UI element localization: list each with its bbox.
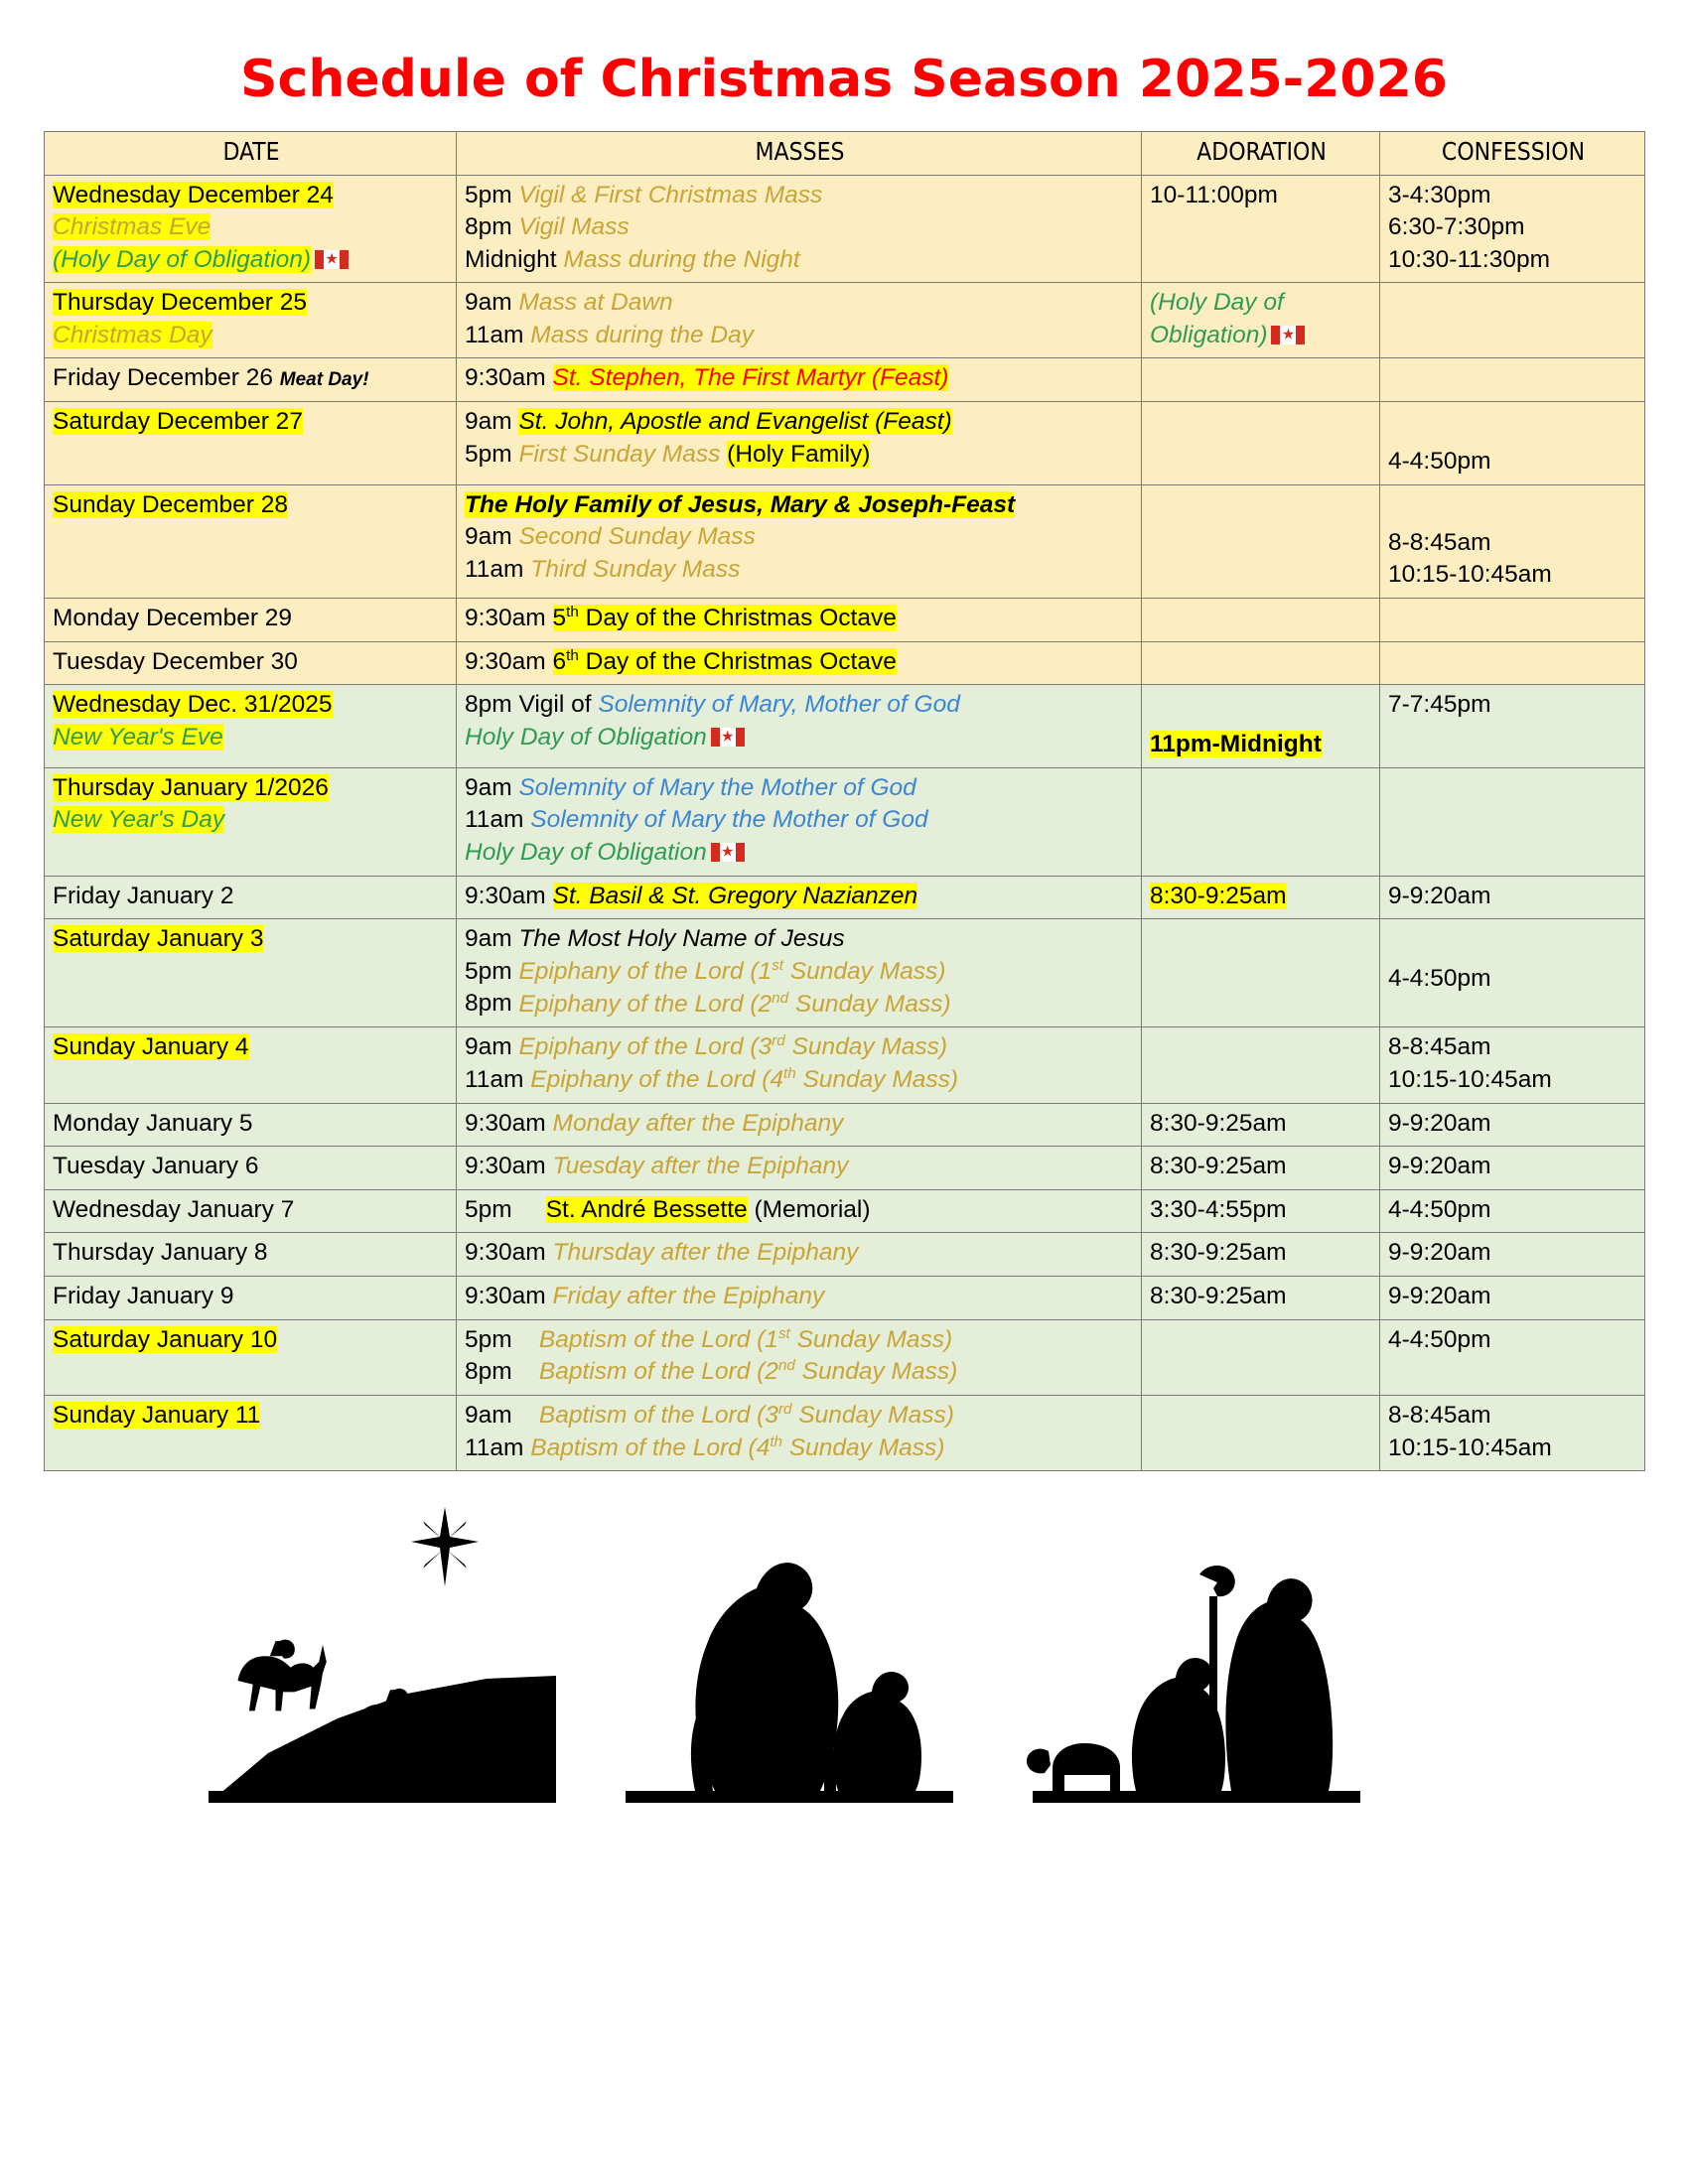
date-cell [45, 919, 457, 1027]
mass-title: The Most Holy Name of Jesus [518, 925, 845, 953]
confession-line: 10:15-10:45am [1388, 1433, 1552, 1461]
masses-cell: 5pm St. André Bessette (Memorial) [457, 1189, 1142, 1233]
confession-cell [1380, 484, 1645, 598]
adoration-line: 3:30-4:55pm [1150, 1195, 1287, 1223]
confession-line: 10:15-10:45am [1388, 1065, 1552, 1093]
date-cell [45, 1396, 457, 1471]
adoration-cell [1142, 767, 1380, 876]
mass-title: Second Sunday Mass [518, 523, 756, 551]
mass-title: The Holy Family of Jesus, Mary & Joseph-Feast [465, 490, 1016, 518]
mass-title: Baptism of the Lord (1st Sunday Mass) [538, 1324, 953, 1353]
masses-cell: 9:30am 6th Day of the Christmas Octave [457, 641, 1142, 685]
confession-cell [1380, 175, 1645, 283]
confession-line: 6:30-7:30pm [1388, 213, 1525, 241]
date-line: Sunday December 28 [53, 490, 288, 518]
adoration-cell [1142, 402, 1380, 485]
date-cell [45, 685, 457, 768]
confession-line: 9-9:20am [1388, 1282, 1491, 1309]
date-cell [45, 1027, 457, 1103]
table-row [45, 283, 1645, 358]
date-cell [45, 1103, 457, 1147]
confession-cell [1380, 402, 1645, 485]
table-row [45, 1319, 1645, 1395]
adoration-line: 8:30-9:25am [1150, 1239, 1287, 1267]
table-row [45, 641, 1645, 685]
date-line: Friday December 26 [53, 364, 273, 392]
date-line: Sunday January 4 [53, 1033, 249, 1061]
confession-line: 8-8:45am [1388, 1402, 1491, 1430]
adoration-cell [1142, 1319, 1380, 1395]
masses-cell: 9:30am Tuesday after the Epiphany [457, 1147, 1142, 1190]
confession-cell [1380, 1027, 1645, 1103]
date-line: Christmas Eve [53, 213, 211, 241]
confession-cell [1380, 685, 1645, 768]
adoration-cell [1142, 1147, 1380, 1190]
adoration-cell [1142, 641, 1380, 685]
confession-line: 9-9:20am [1388, 1153, 1491, 1180]
confession-cell [1380, 641, 1645, 685]
date-cell [45, 283, 457, 358]
date-line: Thursday January 1/2026 [53, 773, 329, 801]
table-body [45, 175, 1645, 1471]
confession-cell [1380, 1319, 1645, 1395]
mass-title: Tuesday after the Epiphany [552, 1153, 849, 1180]
adoration-cell [1142, 1233, 1380, 1277]
adoration-cell [1142, 175, 1380, 283]
adoration-cell [1142, 876, 1380, 919]
date-line: Monday December 29 [53, 604, 293, 631]
adoration-cell [1142, 1189, 1380, 1233]
date-line: Wednesday Dec. 31/2025 [53, 691, 333, 719]
date-cell [45, 641, 457, 685]
confession-line: 4-4:50pm [1388, 448, 1491, 476]
date-cell [45, 358, 457, 402]
date-line: Monday January 5 [53, 1109, 253, 1137]
table-row [45, 1276, 1645, 1319]
masses-cell: 9am St. John, Apostle and Evangelist (Feast) 5pm First Sunday Mass (Holy Family) [457, 402, 1142, 485]
mass-title: Epiphany of the Lord (4th Sunday Mass) [530, 1064, 959, 1094]
mass-title: Baptism of the Lord (4th Sunday Mass) [530, 1433, 945, 1461]
mass-title: Friday after the Epiphany [552, 1282, 825, 1309]
date-line: Saturday December 27 [53, 408, 303, 436]
adoration-cell [1142, 1276, 1380, 1319]
date-cell [45, 598, 457, 641]
confession-cell [1380, 358, 1645, 402]
date-line: Thursday January 8 [53, 1239, 268, 1267]
mass-note: (Memorial) [754, 1195, 871, 1223]
mass-note: Holy Day of Obligation [465, 723, 707, 751]
adoration-line: 8:30-9:25am [1150, 1153, 1287, 1180]
mass-title: Monday after the Epiphany [552, 1109, 844, 1137]
page-title: Schedule of Christmas Season 2025-2026 [240, 50, 1448, 109]
date-line: Wednesday December 24 [53, 181, 334, 208]
adoration-line: 8:30-9:25am [1150, 882, 1287, 909]
date-line: Saturday January 3 [53, 925, 264, 953]
masses-cell: 5pm Vigil & First Christmas Mass 8pm Vigil Mass Midnight Mass during the Night [457, 175, 1142, 283]
mass-title: St. Stephen, The First Martyr (Feast) [552, 364, 949, 392]
table-row [45, 876, 1645, 919]
table-row [45, 598, 1645, 641]
adoration-line: (Holy Day of [1150, 289, 1284, 317]
date-cell [45, 1319, 457, 1395]
masses-cell: 9:30am St. Stephen, The First Martyr (Feast) [457, 358, 1142, 402]
mass-title: Epiphany of the Lord (1st Sunday Mass) [518, 956, 946, 985]
confession-line: 3-4:30pm [1388, 181, 1491, 208]
adoration-line: 8:30-9:25am [1150, 1109, 1287, 1137]
masses-cell: 9am Baptism of the Lord (3rd Sunday Mass) 11am Baptism of the Lord (4th Sunday Mass) [457, 1396, 1142, 1471]
adoration-cell [1142, 1396, 1380, 1471]
adoration-line: 8:30-9:25am [1150, 1282, 1287, 1309]
confession-cell [1380, 919, 1645, 1027]
confession-cell [1380, 1233, 1645, 1277]
date-cell [45, 1189, 457, 1233]
confession-line: 4-4:50pm [1388, 1325, 1491, 1353]
date-cell [45, 1233, 457, 1277]
confession-line: 9-9:20am [1388, 1109, 1491, 1137]
table-row [45, 919, 1645, 1027]
date-line: Friday January 2 [53, 882, 234, 909]
confession-line: 8-8:45am [1388, 1033, 1491, 1061]
date-cell [45, 484, 457, 598]
masses-cell: 9:30am Thursday after the Epiphany [457, 1233, 1142, 1277]
canada-flag-icon: ★ [711, 843, 745, 862]
canada-flag-icon: ★ [315, 250, 349, 269]
mass-title: Thursday after the Epiphany [552, 1239, 859, 1267]
table-row [45, 1189, 1645, 1233]
nativity-silhouette-image [199, 1505, 1489, 1803]
canada-flag-icon: ★ [1271, 326, 1305, 344]
mass-title: Third Sunday Mass [530, 555, 741, 583]
masses-cell: 9:30am Friday after the Epiphany [457, 1276, 1142, 1319]
adoration-line: 10-11:00pm [1150, 181, 1278, 208]
confession-cell [1380, 876, 1645, 919]
mass-note: Holy Day of Obligation [465, 838, 707, 866]
masses-cell: 9am The Most Holy Name of Jesus 5pm Epiphany of the Lord (1st Sunday Mass) 8pm Epiphany of the Lord (2nd Sunday Mass) [457, 919, 1142, 1027]
date-cell [45, 767, 457, 876]
column-header-confession: CONFESSION [1380, 132, 1645, 176]
date-cell [45, 876, 457, 919]
mass-title: 6th Day of the Christmas Octave [552, 646, 897, 675]
table-row [45, 484, 1645, 598]
date-note: Meat Day! [279, 369, 369, 391]
confession-cell [1380, 598, 1645, 641]
mass-title: Epiphany of the Lord (2nd Sunday Mass) [518, 989, 951, 1018]
adoration-cell [1142, 484, 1380, 598]
mass-title: Solemnity of Mary the Mother of God [530, 806, 928, 834]
confession-line: 7-7:45pm [1388, 691, 1491, 719]
date-cell [45, 1147, 457, 1190]
column-header-masses: MASSES [457, 132, 1142, 176]
adoration-cell [1142, 1027, 1380, 1103]
confession-cell [1380, 1396, 1645, 1471]
masses-cell: The Holy Family of Jesus, Mary & Joseph-Feast 9am Second Sunday Mass 11am Third Sunday Mass [457, 484, 1142, 598]
mass-title: Solemnity of Mary, Mother of God [598, 691, 960, 719]
adoration-cell [1142, 1103, 1380, 1147]
confession-line: 8-8:45am [1388, 528, 1491, 556]
mass-title: Mass at Dawn [518, 289, 673, 317]
adoration-cell [1142, 283, 1380, 358]
confession-cell [1380, 767, 1645, 876]
adoration-line: 11pm-Midnight [1150, 731, 1322, 758]
date-line: New Year's Eve [53, 723, 223, 751]
table-row [45, 1103, 1645, 1147]
adoration-cell [1142, 598, 1380, 641]
confession-cell [1380, 1189, 1645, 1233]
date-line: (Holy Day of Obligation) [53, 245, 312, 273]
date-line: Sunday January 11 [53, 1402, 261, 1430]
date-line: Christmas Day [53, 321, 212, 348]
mass-title: Vigil Mass [518, 213, 630, 241]
table-row [45, 1147, 1645, 1190]
masses-cell: 9am Mass at Dawn 11am Mass during the Day [457, 283, 1142, 358]
mass-title: Mass during the Day [530, 321, 754, 348]
date-line: New Year's Day [53, 806, 225, 834]
mass-title: 5th Day of the Christmas Octave [552, 603, 897, 631]
confession-line: 9-9:20am [1388, 882, 1491, 909]
confession-cell [1380, 1147, 1645, 1190]
date-line: Tuesday January 6 [53, 1153, 259, 1180]
confession-cell [1380, 283, 1645, 358]
mass-title: St. Basil & St. Gregory Nazianzen [552, 882, 918, 909]
table-row [45, 1233, 1645, 1277]
masses-cell: 8pm Vigil of Solemnity of Mary, Mother of God Holy Day of Obligation ★ [457, 685, 1142, 768]
date-cell [45, 175, 457, 283]
masses-cell: 9am Solemnity of Mary the Mother of God 11am Solemnity of Mary the Mother of God Holy Day of Obligation ★ [457, 767, 1142, 876]
column-header-adoration: ADORATION [1142, 132, 1380, 176]
confession-line: 10:30-11:30pm [1388, 245, 1550, 273]
canada-flag-icon: ★ [711, 728, 745, 747]
adoration-cell [1142, 685, 1380, 768]
mass-title: Baptism of the Lord (3rd Sunday Mass) [538, 1401, 954, 1430]
column-header-date: DATE [45, 132, 457, 176]
table-row [45, 767, 1645, 876]
mass-title: Solemnity of Mary the Mother of God [518, 773, 916, 801]
mass-title: Mass during the Night [563, 245, 800, 273]
adoration-line: Obligation) [1150, 321, 1268, 348]
mass-title: St. John, Apostle and Evangelist (Feast) [518, 408, 952, 436]
date-line: Tuesday December 30 [53, 647, 298, 675]
masses-cell: 9:30am 5th Day of the Christmas Octave [457, 598, 1142, 641]
confession-line: 10:15-10:45am [1388, 561, 1552, 589]
masses-cell: 5pm Baptism of the Lord (1st Sunday Mass) 8pm Baptism of the Lord (2nd Sunday Mass) [457, 1319, 1142, 1395]
confession-line: 4-4:50pm [1388, 1195, 1491, 1223]
confession-line: 4-4:50pm [1388, 965, 1491, 993]
date-line: Thursday December 25 [53, 289, 308, 317]
schedule-table [44, 131, 1645, 1471]
table-row [45, 685, 1645, 768]
date-line: Saturday January 10 [53, 1325, 278, 1353]
mass-title: Epiphany of the Lord (3rd Sunday Mass) [518, 1032, 948, 1061]
confession-cell [1380, 1276, 1645, 1319]
table-row [45, 175, 1645, 283]
mass-title: Vigil & First Christmas Mass [518, 181, 823, 208]
mass-note: (Holy Family) [727, 440, 871, 468]
table-header [45, 132, 1645, 176]
table-row [45, 1027, 1645, 1103]
mass-title: St. André Bessette [545, 1195, 748, 1223]
table-row [45, 358, 1645, 402]
mass-title: Baptism of the Lord (2nd Sunday Mass) [538, 1357, 958, 1386]
confession-line: 9-9:20am [1388, 1239, 1491, 1267]
mass-title: First Sunday Mass [518, 440, 721, 468]
adoration-cell [1142, 919, 1380, 1027]
table-row [45, 1396, 1645, 1471]
table-row [45, 402, 1645, 485]
date-line: Friday January 9 [53, 1282, 234, 1309]
masses-cell: 9:30am Monday after the Epiphany [457, 1103, 1142, 1147]
date-cell [45, 402, 457, 485]
adoration-cell [1142, 358, 1380, 402]
masses-cell: 9:30am St. Basil & St. Gregory Nazianzen [457, 876, 1142, 919]
masses-cell: 9am Epiphany of the Lord (3rd Sunday Mass) 11am Epiphany of the Lord (4th Sunday Mass) [457, 1027, 1142, 1103]
date-cell [45, 1276, 457, 1319]
confession-cell [1380, 1103, 1645, 1147]
date-line: Wednesday January 7 [53, 1195, 295, 1223]
